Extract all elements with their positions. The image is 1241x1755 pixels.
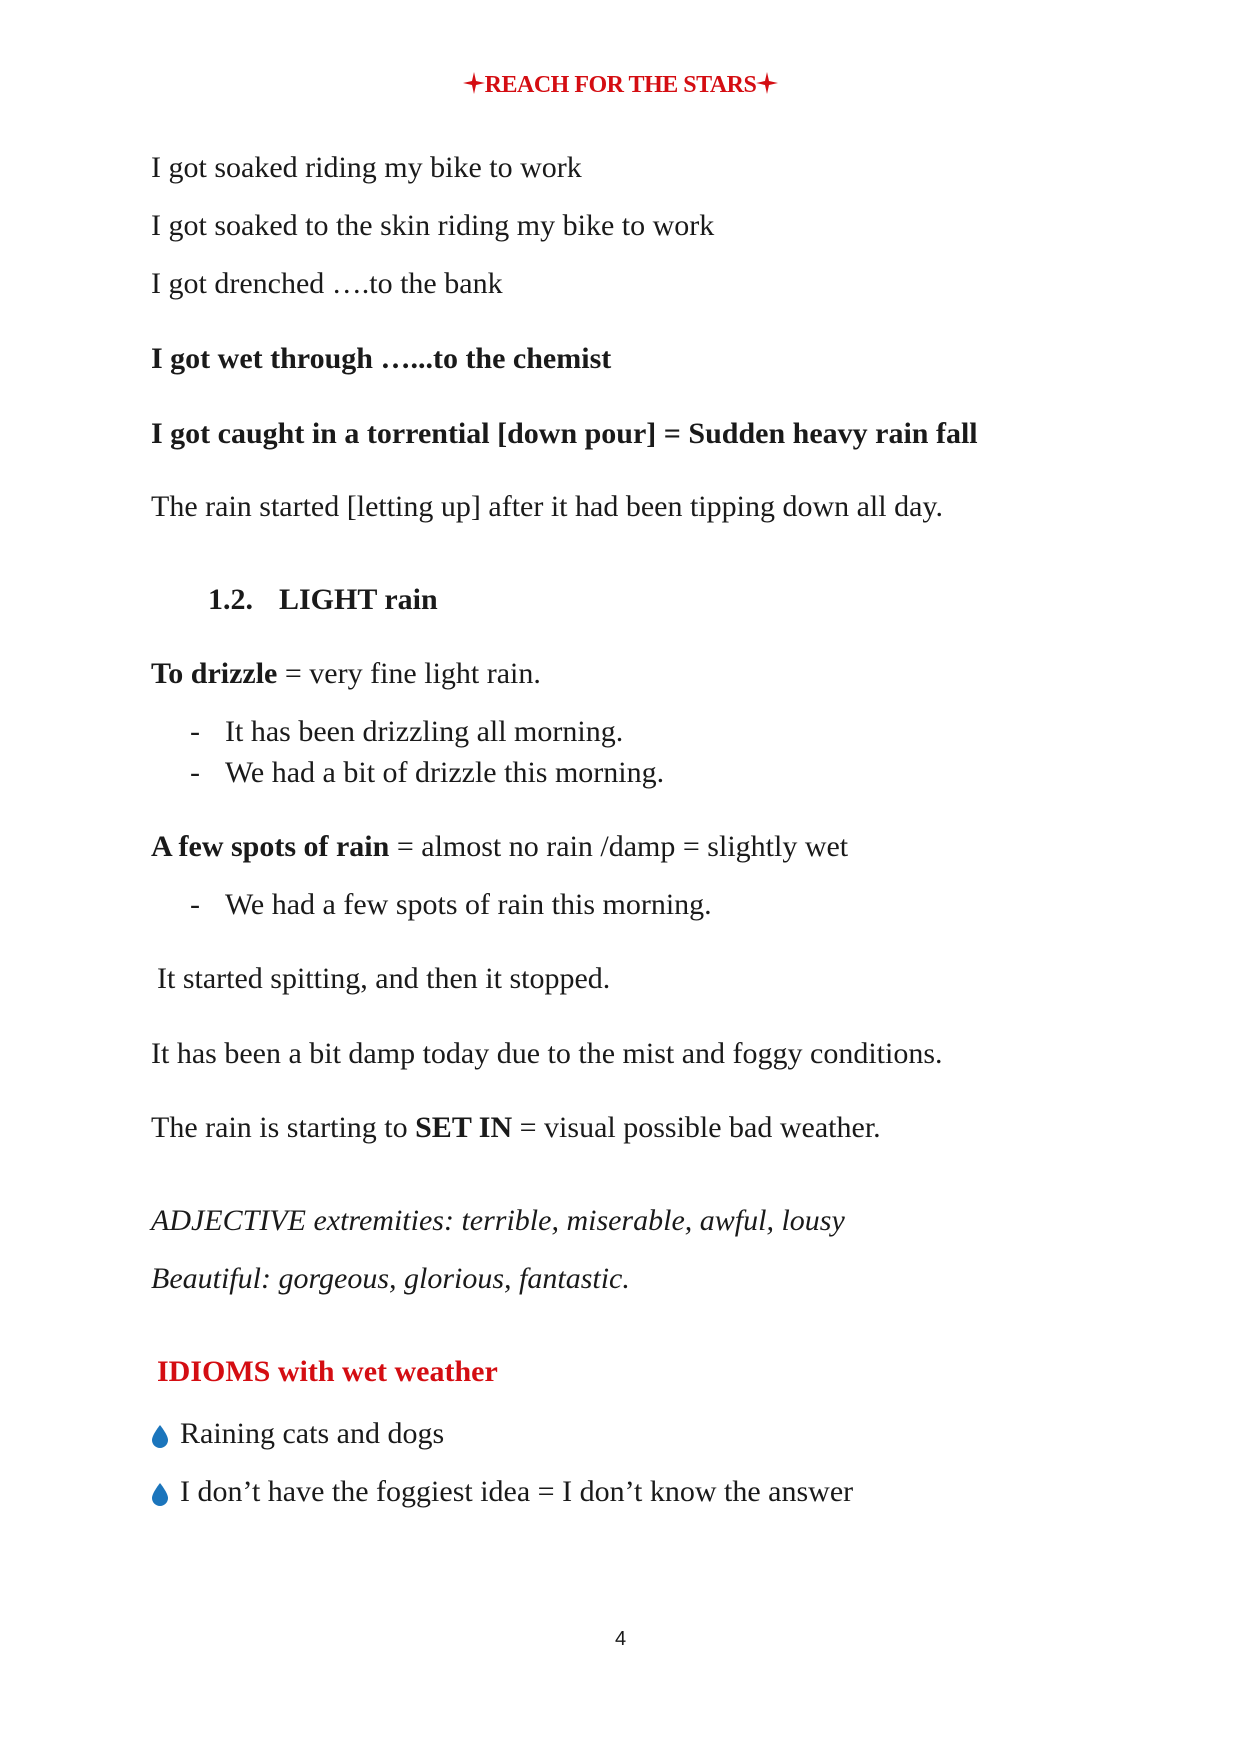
adjectives-line: ADJECTIVE extremities: terrible, miserable, awful, lousy: [151, 1204, 845, 1237]
water-drop-icon: [151, 1424, 169, 1448]
text-line-bold: I got caught in a torrential [down pour] = Sudden heavy rain fall: [151, 417, 978, 450]
definition: = very fine light rain.: [277, 657, 541, 690]
term: SET IN: [415, 1111, 513, 1144]
page-header: [0, 70, 1241, 100]
four-point-star-icon: [756, 72, 778, 94]
page-number: 4: [614, 1628, 627, 1650]
text-line-set-in: [151, 1110, 881, 1146]
section-number: 1.2.: [208, 583, 253, 616]
idiom-item: Raining cats and dogs: [180, 1417, 445, 1450]
header-title: REACH FOR THE STARS: [484, 72, 757, 98]
text-line-bold: I got wet through …...to the chemist: [151, 342, 612, 375]
text-line: I got soaked riding my bike to work: [151, 151, 582, 184]
section-heading: [208, 582, 438, 618]
text: The rain is starting to: [151, 1111, 416, 1144]
dash-bullet: -: [190, 888, 200, 921]
text-line: I got soaked to the skin riding my bike to work: [151, 209, 715, 242]
dash-bullet: -: [190, 715, 200, 748]
term: To drizzle: [151, 657, 278, 690]
example-item: We had a few spots of rain this morning.: [225, 888, 712, 921]
text-line: It started spitting, and then it stopped.: [157, 962, 611, 995]
four-point-star-icon: [463, 72, 485, 94]
definition: = almost no rain /damp = slightly wet: [389, 830, 849, 863]
adjectives-line: Beautiful: gorgeous, glorious, fantastic.: [151, 1262, 630, 1295]
idiom-item: I don’t have the foggiest idea = I don’t know the answer: [180, 1475, 854, 1508]
text: = visual possible bad weather.: [512, 1111, 881, 1144]
water-drop-icon: [151, 1482, 169, 1506]
text-line: I got drenched ….to the bank: [151, 267, 503, 300]
idioms-heading: IDIOMS with wet weather: [157, 1355, 498, 1388]
example-item: We had a bit of drizzle this morning.: [225, 756, 665, 789]
text-line: The rain started [letting up] after it had been tipping down all day.: [151, 490, 943, 523]
definition-drizzle: [151, 656, 541, 692]
text-line: It has been a bit damp today due to the mist and foggy conditions.: [151, 1037, 943, 1070]
definition-spots: [151, 829, 848, 865]
example-item: It has been drizzling all morning.: [225, 715, 624, 748]
dash-bullet: -: [190, 756, 200, 789]
section-title: LIGHT rain: [279, 583, 438, 616]
term: A few spots of rain: [151, 830, 390, 863]
